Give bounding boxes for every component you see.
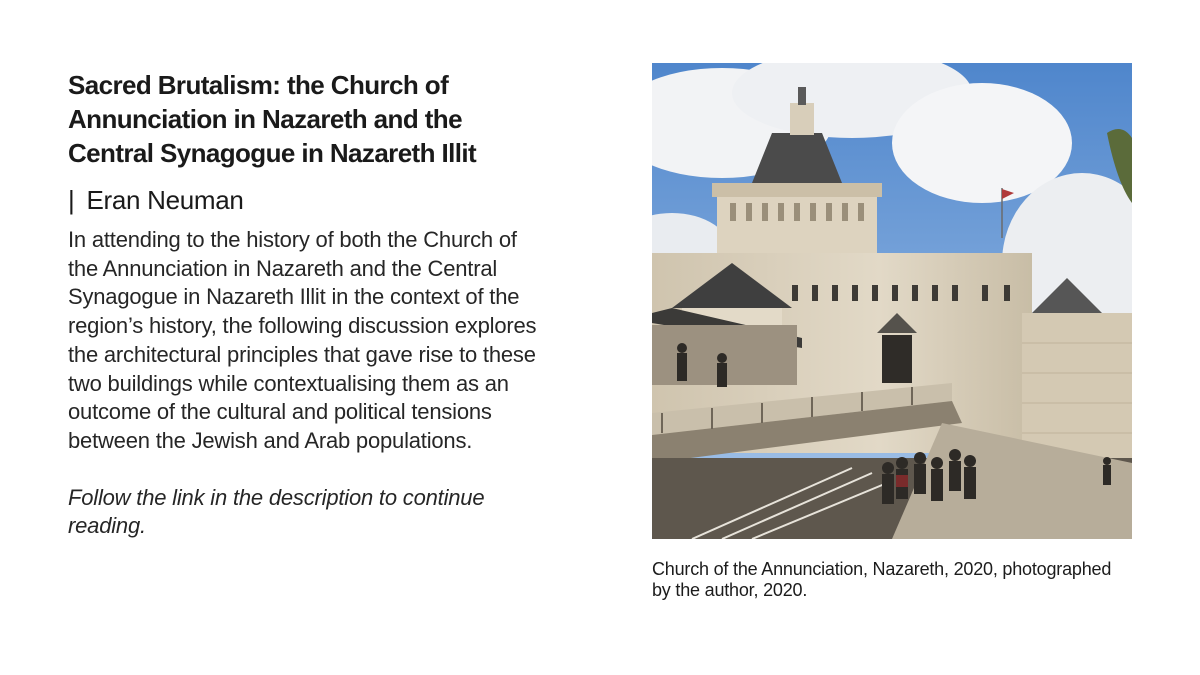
church-photo (652, 63, 1132, 539)
photo-caption: Church of the Annunciation, Nazareth, 2020, photographed by the author, 2020. (652, 559, 1112, 600)
read-more-note: Follow the link in the description to continue reading. (68, 484, 485, 539)
figure (652, 63, 1132, 601)
article-text-column (68, 68, 538, 563)
article-title: Sacred Brutalism: the Church of Annunciation in Nazareth and the Central Synagogue in Nazareth Illit (68, 70, 477, 168)
author-separator: | (68, 185, 75, 215)
author-name: Eran Neuman (86, 185, 244, 215)
author-line (68, 184, 538, 216)
article-abstract: In attending to the history of both the Church of the Annunciation in Nazareth and the Central Synagogue in Nazareth Illit in the context of the region’s history, the following discussion explores the architectural principles that gave rise to these two buildings while contextualising them as an outcome of the cultural and political tensions between the Jewish and Arab populations. (68, 227, 537, 453)
